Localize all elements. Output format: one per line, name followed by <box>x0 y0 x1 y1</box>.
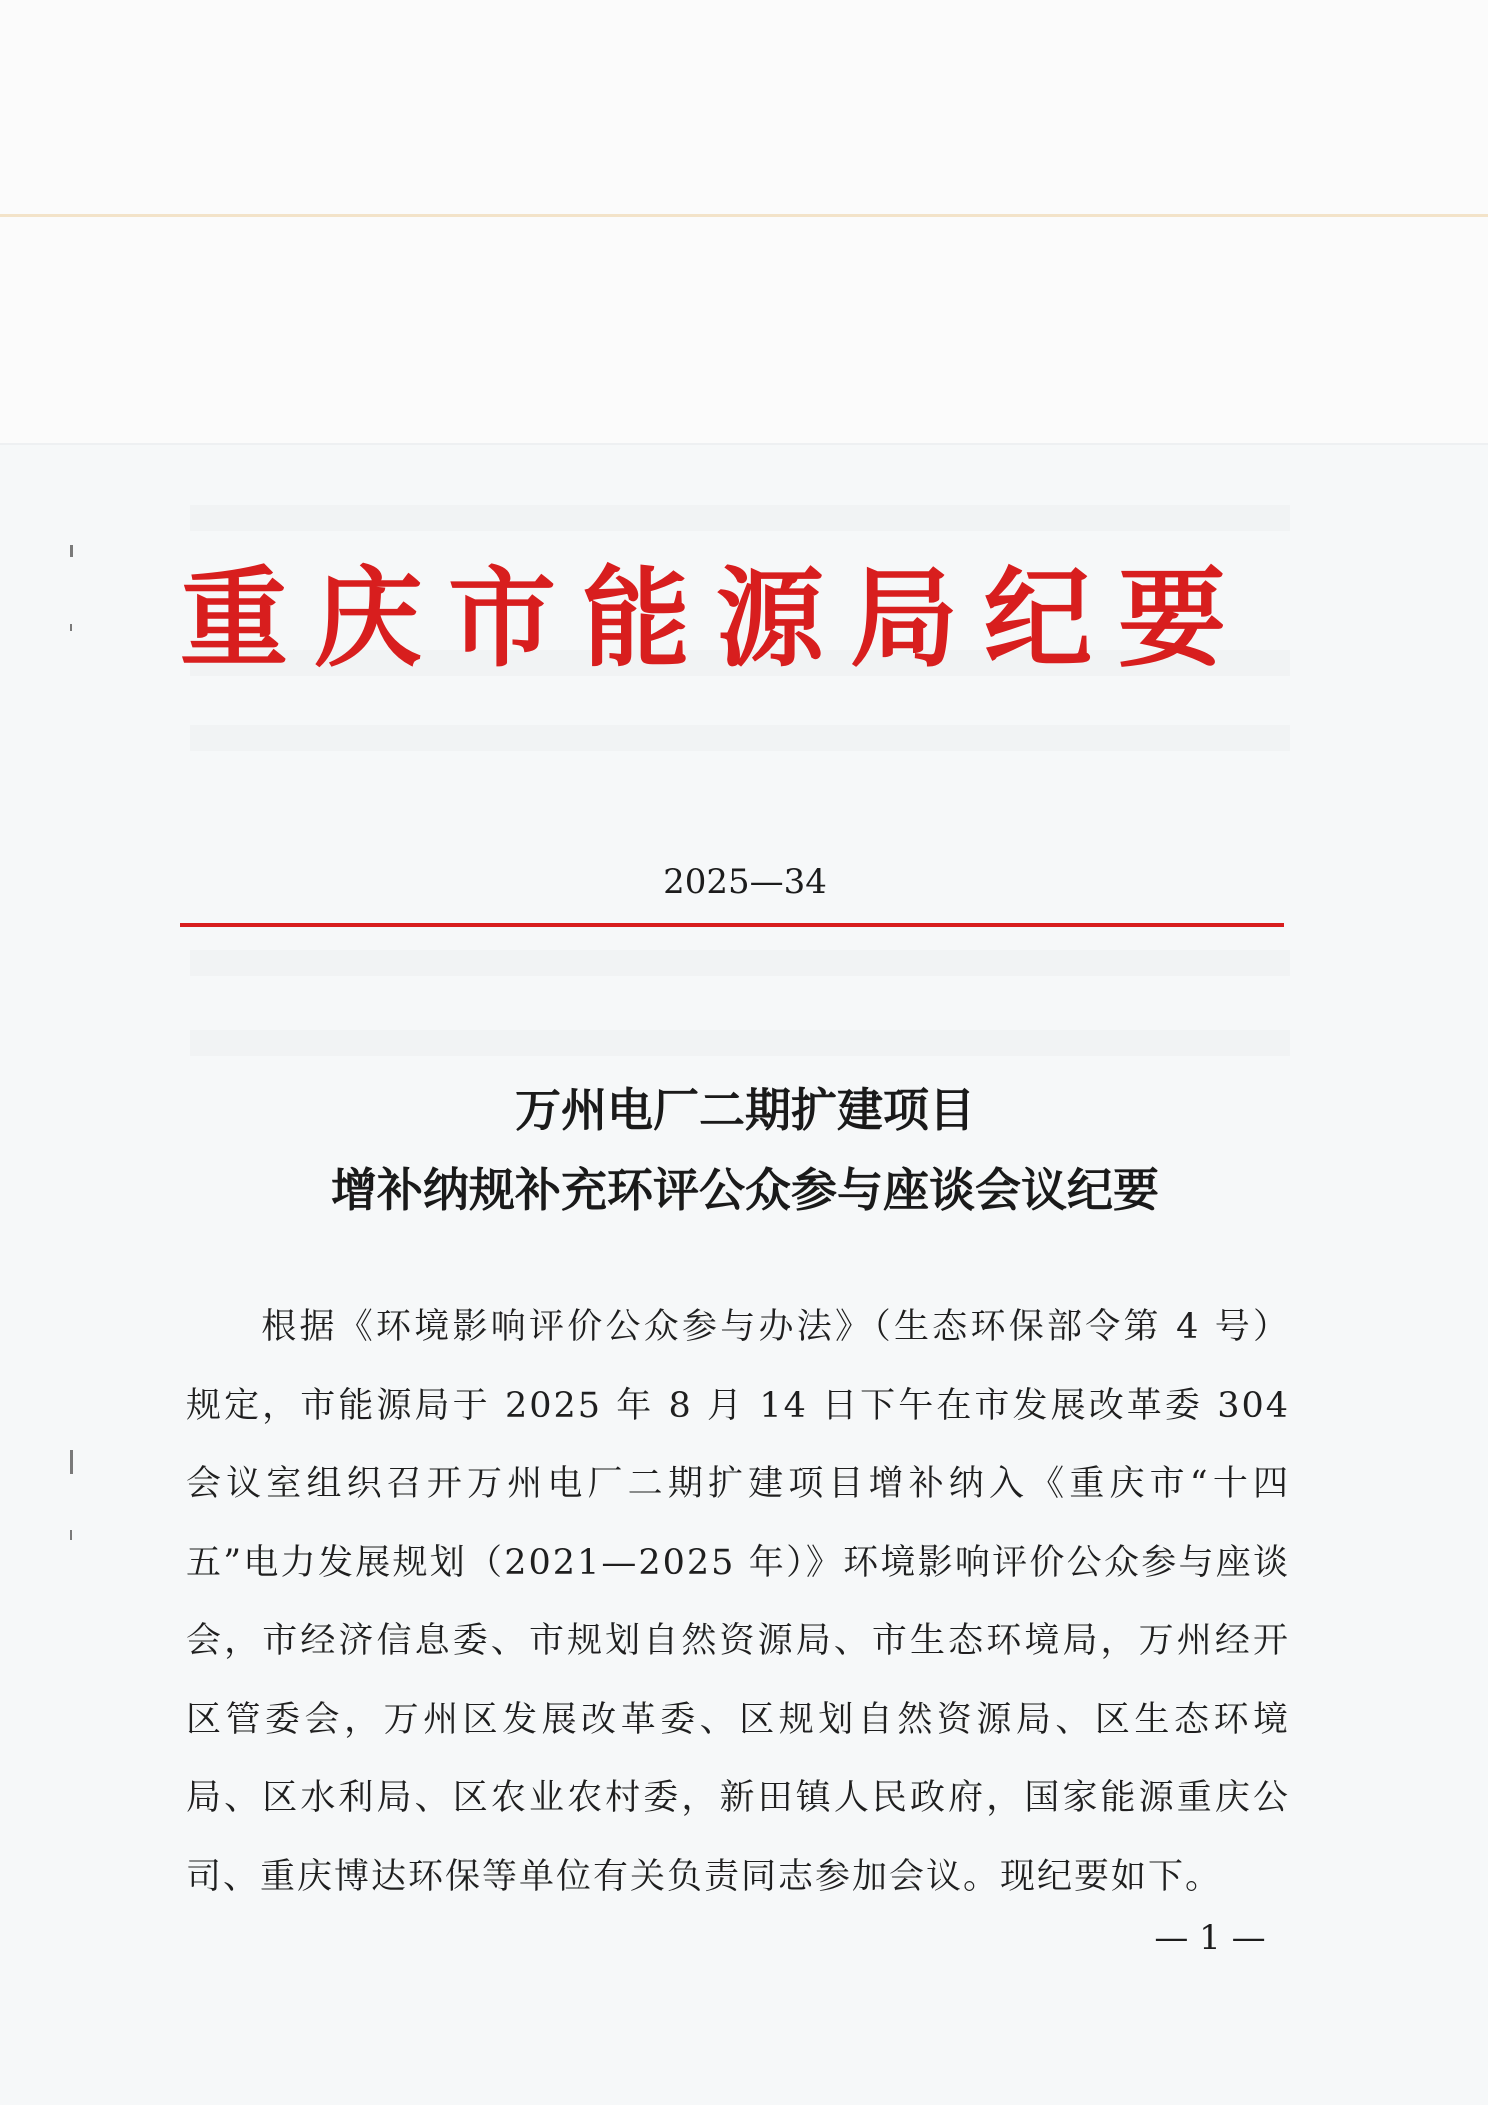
page-number: — 1 — <box>1154 1918 1266 1958</box>
red-separator-rule <box>180 923 1284 927</box>
document-title <box>170 1070 1320 1230</box>
binding-mark <box>70 1530 72 1540</box>
bleed-through-band <box>190 950 1290 976</box>
bleed-through-band <box>190 505 1290 531</box>
letterhead-title: 重庆市能源局纪要 <box>180 557 1253 682</box>
binding-mark <box>70 1450 73 1474</box>
body-paragraph <box>186 1288 1290 1916</box>
document-number: 2025—34 <box>663 862 827 902</box>
fold-line-top <box>0 214 1488 217</box>
body-paragraph-text: 根据《环境影响评价公众参与办法》（生态环保部令第 4 号）规定，市能源局于 2025 年 8 月 14 日下午在市发展改革委 304 会议室组织召开万州电厂二期扩建项目增补纳入《重庆市“十四五”电力发展规划（2021—2025 年）》环境影响评价公众参与座谈会，市经济信息委、市规划自然资源局、市生态环境局，万州经开区管委会，万州区发展改革委、区规划自然资源局、区生态环境局、区水利局、区农业农村委，新田镇人民政府，国家能源重庆公司、重庆博达环保等单位有关负责同志参加会议。现纪要如下。 <box>186 1307 1290 1897</box>
binding-mark <box>70 545 73 557</box>
title-line-2: 增补纳规补充环评公众参与座谈会议纪要 <box>331 1163 1159 1217</box>
binding-mark <box>70 624 72 631</box>
bleed-through-band <box>190 725 1290 751</box>
title-line-1: 万州电厂二期扩建项目 <box>515 1083 975 1137</box>
paper-top-band <box>0 0 1488 445</box>
bleed-through-band <box>190 1030 1290 1056</box>
